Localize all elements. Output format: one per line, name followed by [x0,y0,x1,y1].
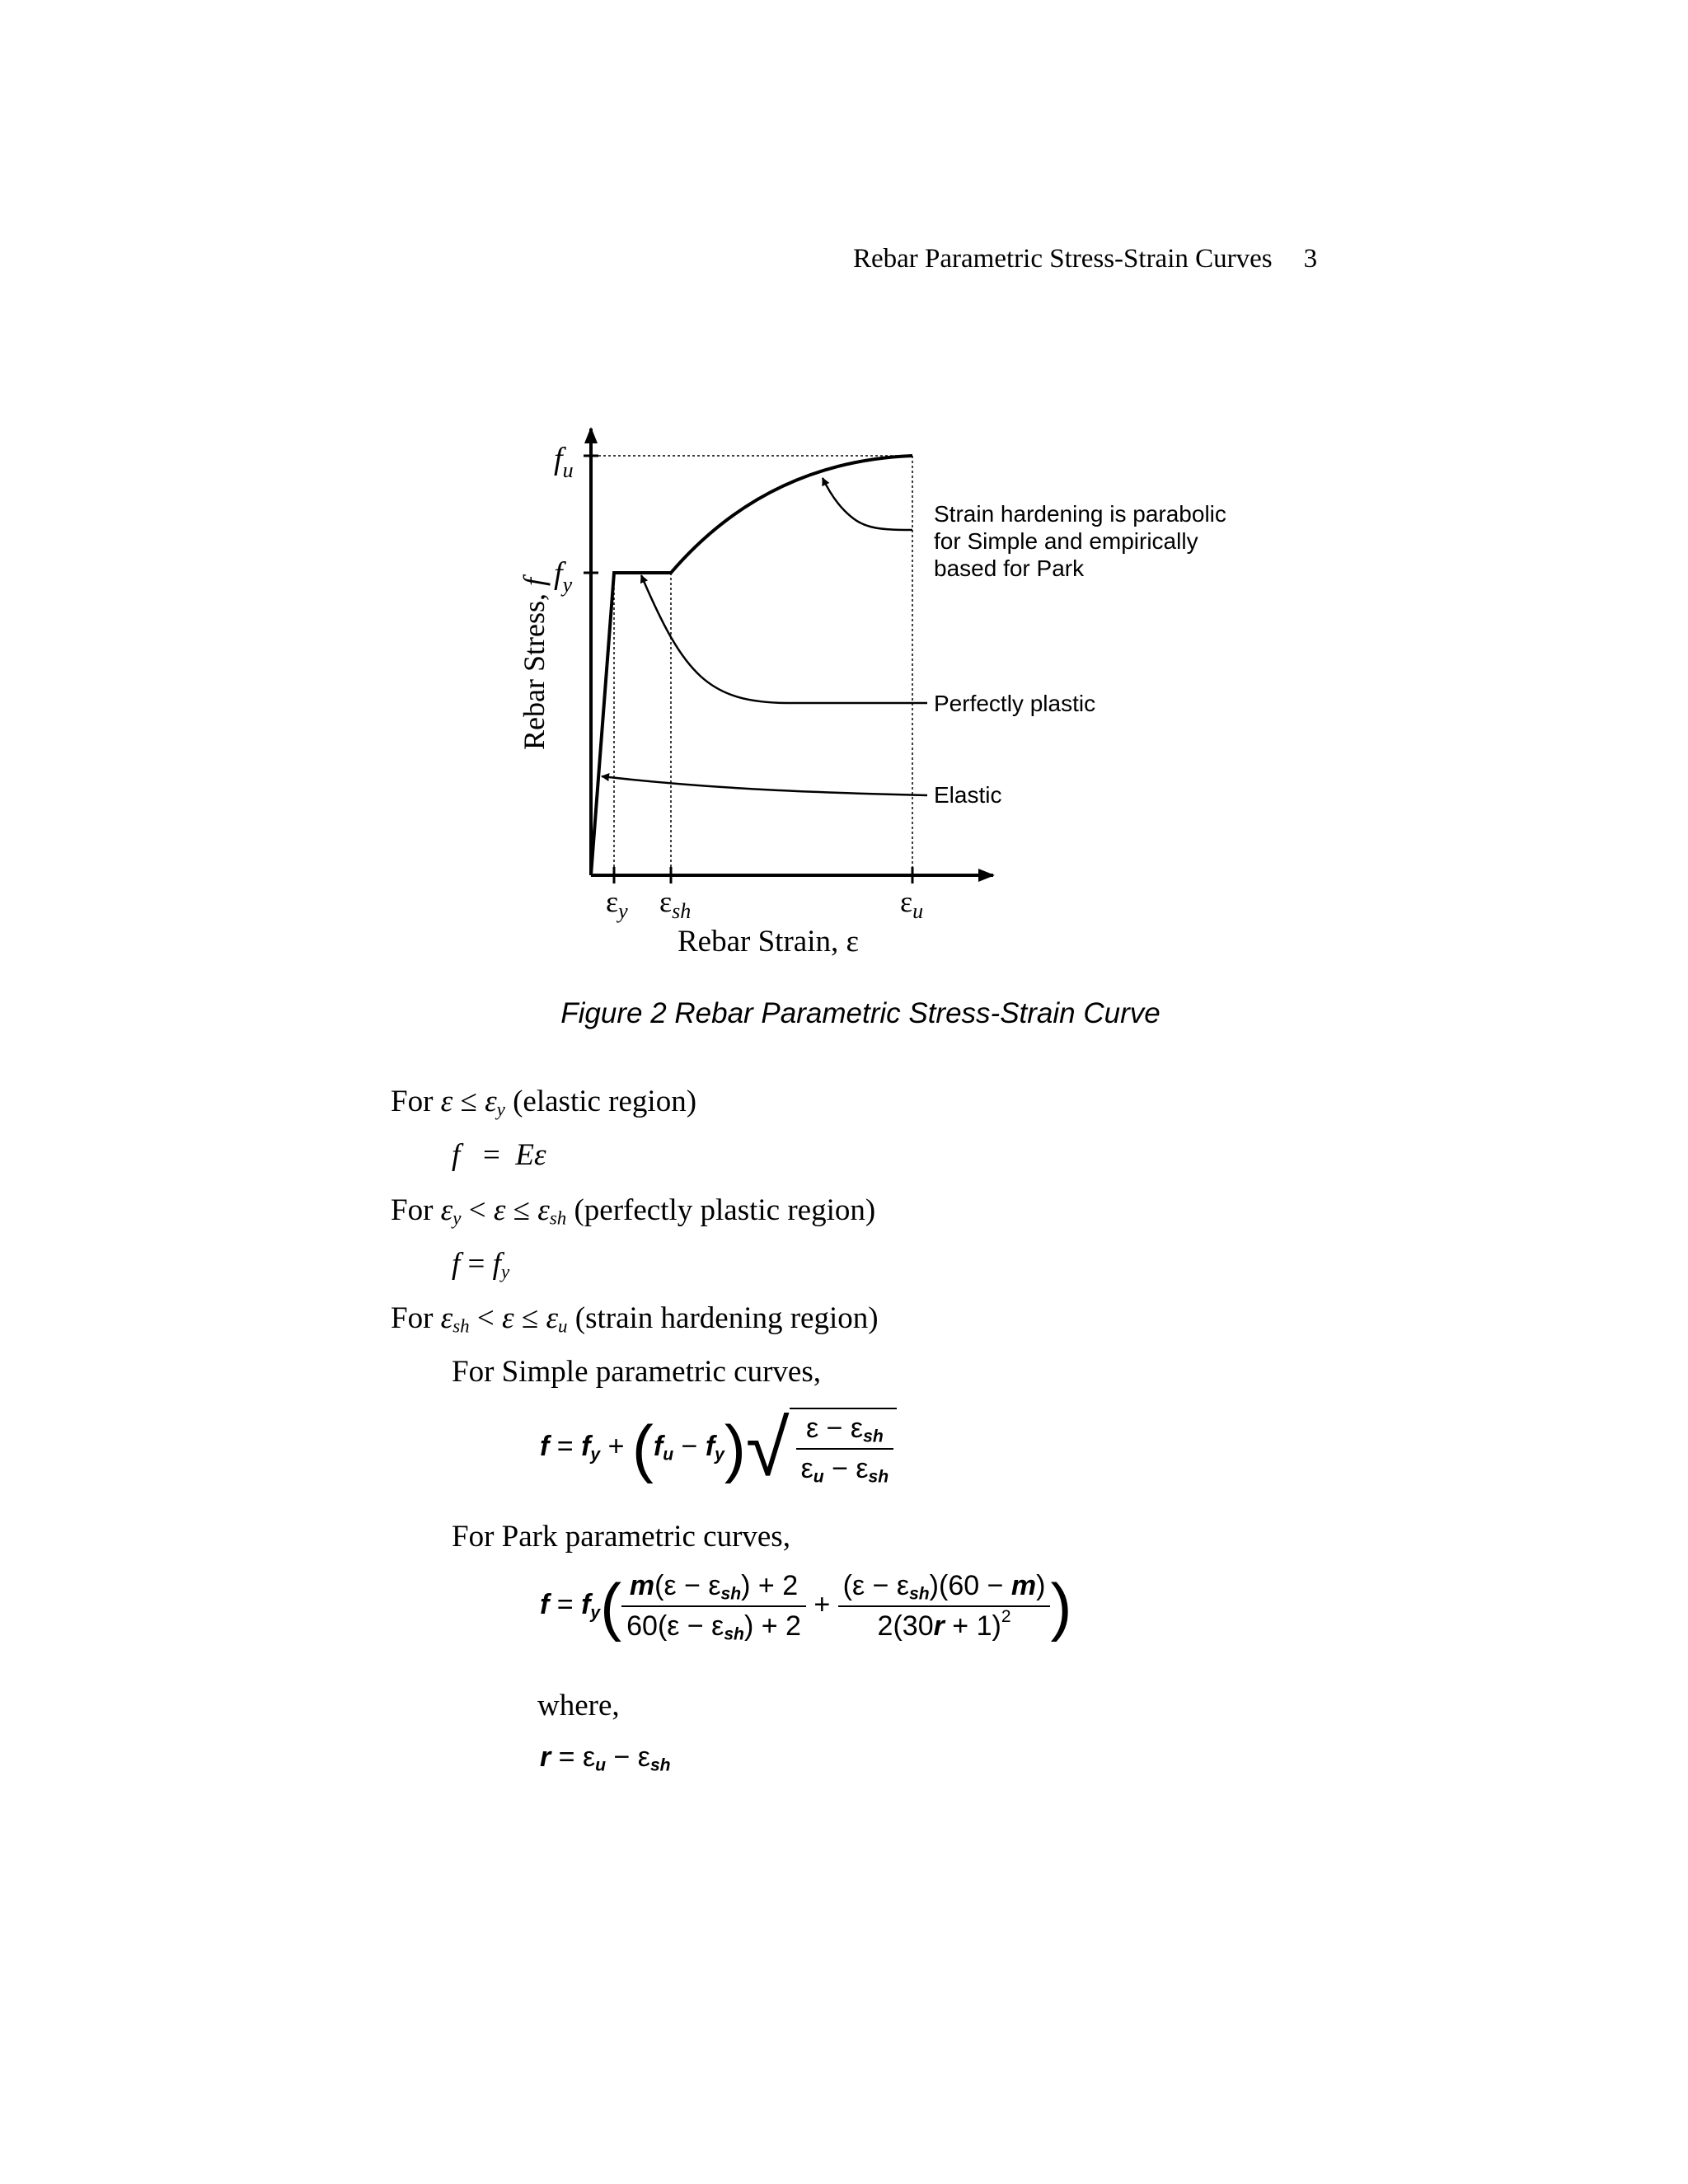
leader-perfectly-plastic [641,575,927,703]
figure-caption: Figure 2 Rebar Parametric Stress-Strain Curve [560,997,1160,1029]
label-esh: $\varepsilon_{sh}$ [659,885,692,923]
word-for: For [391,1085,434,1118]
simple-intro: For Simple parametric curves, [452,1355,821,1389]
annotations [934,501,1226,808]
elastic-condition: For $\varepsilon \le \varepsilon_y$ (elastic region) [391,1085,697,1120]
guide-lines [598,456,912,875]
annotation-hardening-2: for Simple and empirically [934,528,1198,554]
simple-equation: $f = f_y + (f_u - f_y)√$ $\frac{\varepsilon - \varepsilon_{sh}}{\varepsilon_u - \varepsilon_{sh}}$ [540,1408,897,1488]
y-axis-title: Rebar Stress, f [518,578,551,750]
x-axis-title: Rebar Strain, ε [678,925,860,958]
elastic-equation: f = Eε [452,1138,546,1172]
label-fy: $f_y$ [554,556,573,597]
annotation-hardening-3: based for Park [934,555,1085,581]
hardening-region-label: (strain hardening region) [574,1301,879,1335]
r-equation: $r = \varepsilon_u - \varepsilon_{sh}$ [540,1741,671,1775]
leader-elastic [602,776,927,795]
annotation-elastic: Elastic [934,782,1002,808]
label-eu: $\varepsilon_u$ [900,885,924,923]
page-number: 3 [1303,244,1318,274]
park-intro: For Park parametric curves, [452,1520,790,1554]
plastic-condition: For $\varepsilon_y < \varepsilon \le \varepsilon_{sh}$ (perfectly plastic region) [391,1193,876,1229]
park-equation: $f = f_y$( $\frac{m(\varepsilon - \varepsilon_{sh}) + 2}{60(\varepsilon - \varepsilon_{sh}) + 2}$ + $\frac{(\varepsilon - \varepsilon_{sh})(60 - m)}{2(30r + 1)^2}$ ) [540,1570,1072,1644]
hardening-condition: For $\varepsilon_{sh} < \varepsilon \le \varepsilon_u$ (strain hardening region) [391,1301,879,1337]
label-fu: $f_u$ [554,442,574,482]
stress-strain-curve [591,456,912,875]
plastic-region-label: (perfectly plastic region) [574,1193,876,1227]
label-ey: $\varepsilon_y$ [606,885,628,923]
plastic-equation: $f = f_y$ [452,1247,510,1282]
word-for: For [391,1193,434,1227]
where-label: where, [537,1689,620,1722]
running-title: Rebar Parametric Stress-Strain Curves [853,244,1273,274]
leader-strain-hardening [823,478,912,530]
elastic-region-label: (elastic region) [513,1085,697,1118]
annotation-plastic: Perfectly plastic [934,691,1096,716]
annotation-hardening-1: Strain hardening is parabolic [934,501,1226,527]
word-for: For [391,1301,434,1335]
